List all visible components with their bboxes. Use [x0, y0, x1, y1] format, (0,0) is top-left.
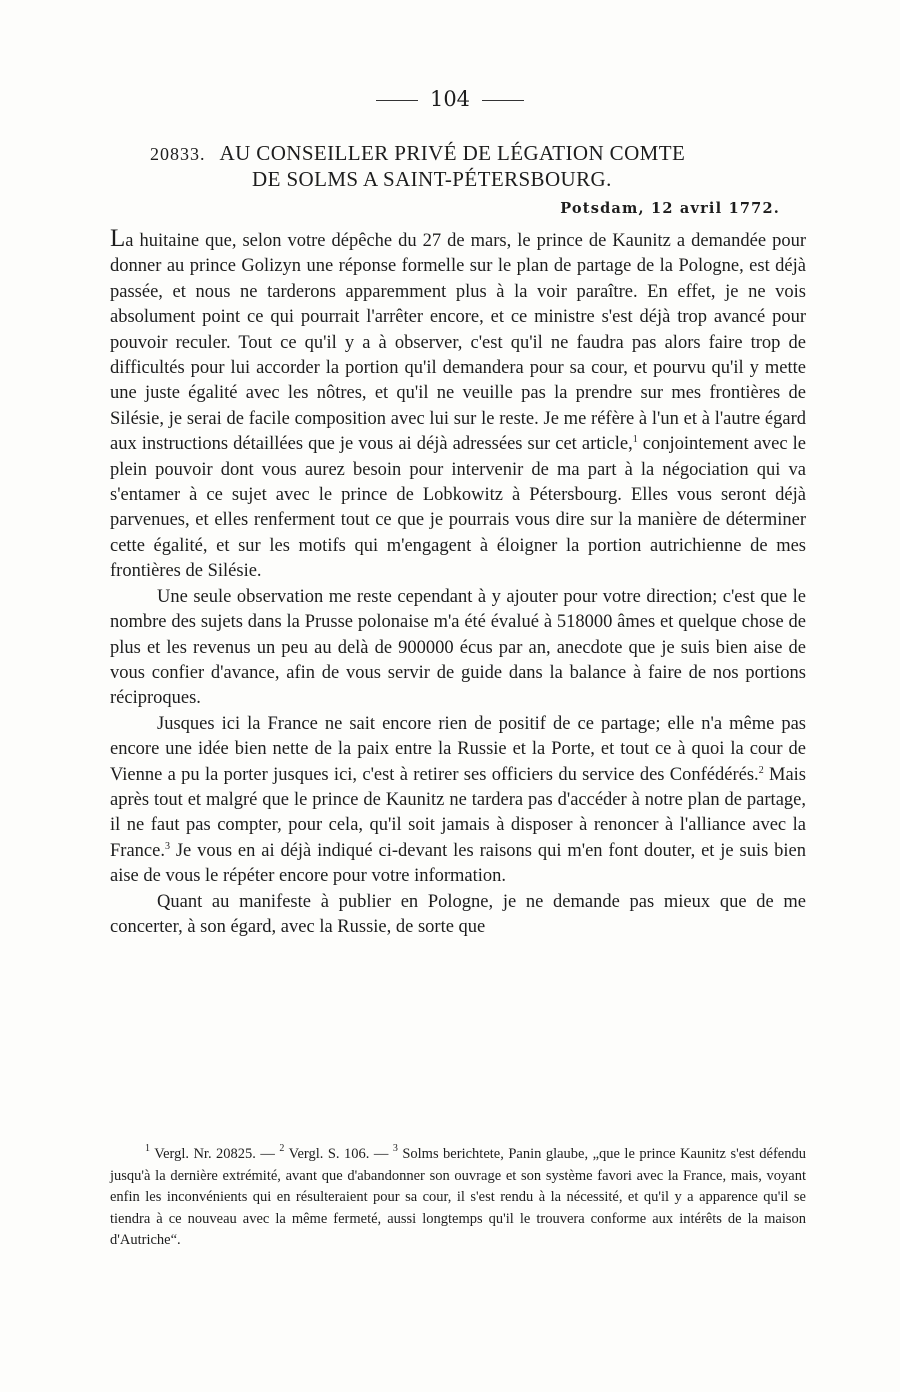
letter-title — [150, 141, 790, 192]
initial-letter: L — [110, 225, 126, 252]
footnote-block — [110, 1144, 806, 1252]
footnote-mark-1: 1 — [145, 1143, 150, 1154]
footnote-mark-2: 2 — [279, 1143, 285, 1154]
footnote-ref-1: 1 — [632, 434, 638, 446]
paragraph-3-text-b: Mais après tout et malgré que le prince de Kaunitz ne tardera pas d'accéder à notre plan de partage, il ne faut pas compter, pour cela, qu'il soit jamais à disposer à renoncer à l'alliance avec la France. — [110, 764, 807, 861]
letter-number: 20833. — [150, 144, 206, 164]
footnote-ref-2: 2 — [758, 764, 764, 776]
letter-body — [110, 226, 806, 940]
footnote-ref-3: 3 — [164, 840, 170, 852]
paragraph-3-text-c: Je vous en ai déjà indiqué ci-devant les raisons qui m'en font douter, et je suis bien aise de vous le répéter encore pour votre information. — [110, 840, 806, 887]
header-rule-left — [376, 100, 418, 101]
header-rule-right — [482, 100, 524, 101]
footnote-mark-3: 3 — [392, 1143, 398, 1154]
page-header — [0, 86, 900, 112]
paragraph-1-text-a: a huitaine que, selon votre dépêche du 27 de mars, le prince de Kaunitz a demandée pour donner au prince Golizyn une réponse formelle sur le plan de partage de la Pologne, est déjà passée, et nous ne tarderons apparemment plus à la voir paraître. En effet, je ne vois absolument point ce qui pourrait l'arrêter encore, et ce ministre s'est déjà trop avancé pour pouvoir reculer. Tout ce qu'il y a à observer, c'est qu'il ne faudra pas alors faire trop de difficultés pour lui accorder la portion qu'il demandera pour sa cour, et pourvu qu'il y mette une juste égalité avec les nôtres, et qu'il ne veuille pas la prendre sur mes frontières de Silésie, je serai de facile composition avec lui sur le reste. Je me réfère à l'un et à l'autre égard aux instructions détaillées que je vous ai déjà adressées sur cet article, — [110, 231, 806, 455]
footnote-3-text: Solms berichtete, Panin glaube, „que le prince Kaunitz s'est défendu jusqu'à la dernière extrémité, avant que d'abandonner son ouvrage et son système favori avec la France, mais, voyant enfin les inconvénients qui en résulteraient pour sa cour, il s'est rendu à la nécessité, et qu'il y a apparence qu'il se tiendra à ce nouveau avec la même fermeté, aussi longtemps qu'il le trouvera conforme aux intérêts de la maison d'Autriche“. — [110, 1146, 806, 1249]
title-line-1: AU CONSEILLER PRIVÉ DE LÉGATION COMTE — [219, 141, 686, 165]
footnote-2-text: Vergl. S. 106. — — [284, 1146, 393, 1162]
title-line-2: DE SOLMS A SAINT-PÉTERSBOURG. — [252, 167, 612, 191]
footnote-1-text: Vergl. Nr. 20825. — — [150, 1146, 280, 1162]
paragraph-2: Une seule observation me reste cependant à y ajouter pour votre direction; c'est que le nombre des sujets dans la Prusse polonaise m'a été évalué à 518000 âmes et quelque chose de plus et les revenus un peu au delà de 900000 écus par an, anecdote que je suis bien aise de vous confier d'avance, afin de vous servir de guide dans la balance à faire de nos portions réciproques. — [110, 586, 806, 709]
page-number: 104 — [429, 87, 471, 111]
paragraph-3-text-a: Jusques ici la France ne sait encore rien de positif de ce partage; elle n'a même pas encore une idée bien nette de la paix entre la Russie et la Porte, et tout ce à quoi la cour de Vienne a pu la porter jusques ici, c'est à retirer ses officiers du service des Confédérés. — [110, 713, 806, 785]
paragraph-1 — [110, 226, 806, 585]
paragraph-3 — [110, 712, 806, 890]
paragraph-1-text-b: conjointement avec le plein pouvoir dont vous aurez besoin pour intervenir de ma part à la négociation qui va s'entamer à ce sujet avec le prince de Lobkowitz à Pétersbourg. Elles vous seront déjà parvenues, et elles renferment tout ce que je pourrais vous dire sur la manière de déterminer cette égalité, et sur les motifs qui m'engagent à éloigner la portion autrichienne de mes frontières de Silésie. — [110, 434, 806, 582]
dateline: Potsdam, 12 avril 1772. — [560, 200, 780, 217]
paragraph-4: Quant au manifeste à publier en Pologne, je ne demande pas mieux que de me concerter, à son égard, avec la Russie, de sorte que — [110, 891, 806, 937]
footnotes — [110, 1144, 806, 1252]
